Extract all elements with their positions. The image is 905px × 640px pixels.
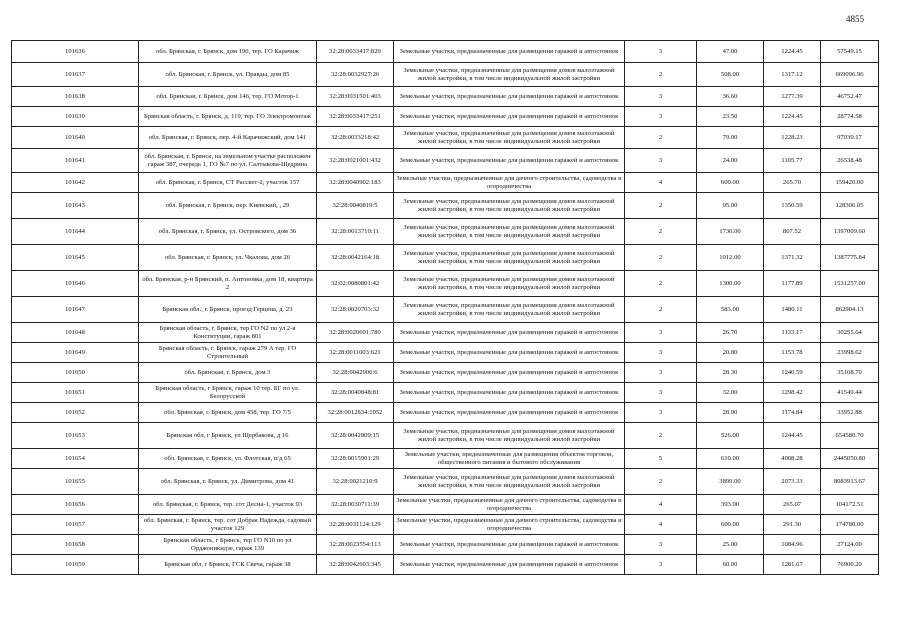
cadastral-number-cell: 32:28:0015901:29	[317, 449, 394, 469]
unit-value-cell: 1224.45	[764, 41, 821, 63]
unit-value-cell: 4008.28	[764, 449, 821, 469]
address-cell: обл. Брянская, г. Брянск, пер. Киевский, , 29	[139, 193, 317, 219]
table-row	[12, 363, 879, 383]
address-cell: Брянская область, г Брянск, тер ГО N10 по ул Орджоникидзе, гараж 139	[139, 535, 317, 555]
cadastral-number-cell: 32:28:0023554:113	[317, 535, 394, 555]
address-cell: Брянская область, г. Брянск, гараж 279 А тер. ГО Строительный	[139, 343, 317, 363]
cadastral-value-cell: 27124.00	[821, 535, 879, 555]
address-cell: Брянская область, г. Брянск, тер ГО N2 по ул 2-я Конституции, гараж 801	[139, 323, 317, 343]
row-id: 101643	[12, 193, 139, 219]
group-cell: 4	[625, 173, 697, 193]
unit-value-cell: 1244.45	[764, 423, 821, 449]
table-row	[12, 271, 879, 297]
unit-value-cell: 1350.59	[764, 193, 821, 219]
cadastral-value-cell: 174780.00	[821, 515, 879, 535]
usage-type-cell: Земельные участки, предназначенные для дачного строительства, садоводства и огородничества	[394, 173, 625, 193]
table-row	[12, 515, 879, 535]
usage-type-cell: Земельные участки, предназначенные для размещения объектов торговли, общественного питания и бытового обслуживания	[394, 449, 625, 469]
cadastral-value-cell: 128306.05	[821, 193, 879, 219]
table-row	[12, 173, 879, 193]
row-id: 101638	[12, 87, 139, 107]
unit-value-cell: 1224.45	[764, 107, 821, 127]
cadastral-value-cell: 46752.47	[821, 87, 879, 107]
group-cell: 2	[625, 297, 697, 323]
table-row	[12, 323, 879, 343]
row-id: 101657	[12, 515, 139, 535]
usage-type-cell: Земельные участки, предназначенные для размещения гаражей и автостоянок	[394, 363, 625, 383]
area-cell: 1730.00	[697, 219, 764, 245]
area-cell: 47.00	[697, 41, 764, 63]
cadastral-number-cell: 32:28:0030711:39	[317, 495, 394, 515]
unit-value-cell: 265.07	[764, 495, 821, 515]
unit-value-cell: 1174.84	[764, 403, 821, 423]
address-cell: обл. Брянская, г. Брянск, пер. 4-й Карачижский, дом 141	[139, 127, 317, 149]
row-id: 101645	[12, 245, 139, 271]
area-cell: 32.00	[697, 383, 764, 403]
area-cell: 23.50	[697, 107, 764, 127]
row-id: 101659	[12, 555, 139, 575]
unit-value-cell: 1105.77	[764, 149, 821, 173]
cadastral-value-cell: 76900.20	[821, 555, 879, 575]
group-cell: 3	[625, 323, 697, 343]
usage-type-cell: Земельные участки, предназначенные для размещения домов малоэтажной жилой застройки, в том числе индивидуальной жилой застройки	[394, 271, 625, 297]
cadastral-value-cell: 41549.44	[821, 383, 879, 403]
area-cell: 1012.00	[697, 245, 764, 271]
unit-value-cell: 291.30	[764, 515, 821, 535]
unit-value-cell: 1480.11	[764, 297, 821, 323]
area-cell: 25.00	[697, 535, 764, 555]
unit-value-cell: 1153.78	[764, 343, 821, 363]
group-cell: 2	[625, 423, 697, 449]
cadastral-number-cell: 32:28:0042809:15	[317, 423, 394, 449]
row-id: 101653	[12, 423, 139, 449]
cadastral-number-cell: 32:28:0031124:129	[317, 515, 394, 535]
table-row	[12, 423, 879, 449]
row-id: 101651	[12, 383, 139, 403]
group-cell: 4	[625, 515, 697, 535]
unit-value-cell: 1133.17	[764, 323, 821, 343]
unit-value-cell: 1240.59	[764, 363, 821, 383]
page-number: 4855	[846, 14, 864, 24]
table-row	[12, 383, 879, 403]
usage-type-cell: Земельные участки, предназначенные для размещения домов малоэтажной жилой застройки, в том числе индивидуальной жилой застройки	[394, 423, 625, 449]
cadastral-value-cell: 23998.62	[821, 343, 879, 363]
row-id: 101641	[12, 149, 139, 173]
table-row	[12, 41, 879, 63]
group-cell: 3	[625, 555, 697, 575]
table-row	[12, 555, 879, 575]
address-cell: обл. Брянская, г. Брянск, дом 458, тер. ГО 7/5	[139, 403, 317, 423]
cadastral-number-cell: 32:28:0013710:11	[317, 219, 394, 245]
cadastral-number-cell: 32:28:0033218:42	[317, 127, 394, 149]
cadastral-number-cell: 32:28:0040819:5	[317, 193, 394, 219]
address-cell: обл. Брянская, г. Брянск, ул. Чкалова, дом 26	[139, 245, 317, 271]
unit-value-cell: 1298.42	[764, 383, 821, 403]
group-cell: 5	[625, 449, 697, 469]
group-cell: 3	[625, 535, 697, 555]
group-cell: 4	[625, 495, 697, 515]
address-cell: Брянская область, г. Брянск, д. 119, тер. ГО Электромонтаж	[139, 107, 317, 127]
area-cell: 28.90	[697, 403, 764, 423]
area-cell: 610.00	[697, 449, 764, 469]
address-cell: обл. Брянская, г. Брянск, тер. сот Десна-1, участок 93	[139, 495, 317, 515]
group-cell: 3	[625, 383, 697, 403]
usage-type-cell: Земельные участки, предназначенные для размещения гаражей и автостоянок	[394, 323, 625, 343]
cadastral-value-cell: 1387775.84	[821, 245, 879, 271]
area-cell: 508.00	[697, 63, 764, 87]
table-row	[12, 149, 879, 173]
unit-value-cell: 1281.67	[764, 555, 821, 575]
address-cell: обл. Брянская, г. Брянск, дом 3	[139, 363, 317, 383]
row-id: 101647	[12, 297, 139, 323]
unit-value-cell: 1371.32	[764, 245, 821, 271]
usage-type-cell: Земельные участки, предназначенные для размещения гаражей и автостоянок	[394, 107, 625, 127]
table-row	[12, 127, 879, 149]
cadastral-value-cell: 1397009.60	[821, 219, 879, 245]
cadastral-number-cell: 32:28:0011003:621	[317, 343, 394, 363]
usage-type-cell: Земельные участки, предназначенные для размещения гаражей и автостоянок	[394, 343, 625, 363]
cadastral-number-cell: 32:28:0033417:820	[317, 41, 394, 63]
address-cell: Брянская обл, г Брянск, ГСК Свеча, гараж 38	[139, 555, 317, 575]
cadastral-value-cell: 1531257.00	[821, 271, 879, 297]
usage-type-cell: Земельные участки, предназначенные для размещения гаражей и автостоянок	[394, 149, 625, 173]
table-row	[12, 469, 879, 495]
table-row	[12, 449, 879, 469]
cadastral-number-cell: 32:28:0021210:9	[317, 469, 394, 495]
row-id: 101636	[12, 41, 139, 63]
usage-type-cell: Земельные участки, предназначенные для размещения домов малоэтажной жилой застройки, в том числе индивидуальной жилой застройки	[394, 127, 625, 149]
group-cell: 3	[625, 343, 697, 363]
address-cell: обл. Брянская, г. Брянск, ул. Правды, дом 85	[139, 63, 317, 87]
area-cell: 24.00	[697, 149, 764, 173]
usage-type-cell: Земельные участки, предназначенные для дачного строительства, садоводства и огородничества	[394, 515, 625, 535]
row-id: 101654	[12, 449, 139, 469]
land-registry-table	[11, 40, 879, 575]
table-row	[12, 193, 879, 219]
usage-type-cell: Земельные участки, предназначенные для размещения домов малоэтажной жилой застройки, в том числе индивидуальной жилой застройки	[394, 245, 625, 271]
area-cell: 79.00	[697, 127, 764, 149]
cadastral-value-cell: 8083913.67	[821, 469, 879, 495]
area-cell: 36.60	[697, 87, 764, 107]
table-row	[12, 87, 879, 107]
unit-value-cell: 1228.23	[764, 127, 821, 149]
address-cell: обл. Брянская, г. Брянск, тер. сот Добрая Надежда, садовый участок 129	[139, 515, 317, 535]
area-cell: 20.80	[697, 343, 764, 363]
cadastral-number-cell: 32:28:0042906:6	[317, 363, 394, 383]
usage-type-cell: Земельные участки, предназначенные для размещения гаражей и автостоянок	[394, 535, 625, 555]
address-cell: Брянская обл, г Брянск, ул Щербакова, д 16	[139, 423, 317, 449]
cadastral-number-cell: 32:28:0032927:26	[317, 63, 394, 87]
cadastral-number-cell: 32:28:0033417:251	[317, 107, 394, 127]
area-cell: 3899.00	[697, 469, 764, 495]
table-row	[12, 403, 879, 423]
group-cell: 3	[625, 363, 697, 383]
address-cell: обл. Брянская, г. Брянск, дом 190, тер. ГО Карачиж	[139, 41, 317, 63]
group-cell: 3	[625, 41, 697, 63]
unit-value-cell: 265.70	[764, 173, 821, 193]
usage-type-cell: Земельные участки, предназначенные для размещения домов малоэтажной жилой застройки, в том числе индивидуальной жилой застройки	[394, 297, 625, 323]
table-row	[12, 219, 879, 245]
usage-type-cell: Земельные участки, предназначенные для размещения домов малоэтажной жилой застройки, в том числе индивидуальной жилой застройки	[394, 193, 625, 219]
address-cell: обл. Брянская, г. Брянск, дом 146, тер. ГО Мотор-1	[139, 87, 317, 107]
usage-type-cell: Земельные участки, предназначенные для размещения гаражей и автостоянок	[394, 555, 625, 575]
cadastral-number-cell: 32:02:0080801:42	[317, 271, 394, 297]
group-cell: 2	[625, 469, 697, 495]
group-cell: 3	[625, 403, 697, 423]
row-id: 101649	[12, 343, 139, 363]
row-id: 101637	[12, 63, 139, 87]
table-row	[12, 495, 879, 515]
cadastral-value-cell: 30255.64	[821, 323, 879, 343]
area-cell: 393.00	[697, 495, 764, 515]
group-cell: 3	[625, 107, 697, 127]
group-cell: 2	[625, 271, 697, 297]
group-cell: 2	[625, 63, 697, 87]
unit-value-cell: 2073.33	[764, 469, 821, 495]
cadastral-value-cell: 35108.70	[821, 363, 879, 383]
row-id: 101648	[12, 323, 139, 343]
area-cell: 526.00	[697, 423, 764, 449]
cadastral-number-cell: 32:28:0042603:345	[317, 555, 394, 575]
cadastral-value-cell: 28774.58	[821, 107, 879, 127]
cadastral-number-cell: 32:28:0040902:183	[317, 173, 394, 193]
group-cell: 2	[625, 219, 697, 245]
usage-type-cell: Земельные участки, предназначенные для размещения домов малоэтажной жилой застройки, в том числе индивидуальной жилой застройки	[394, 469, 625, 495]
usage-type-cell: Земельные участки, предназначенные для размещения домов малоэтажной жилой застройки, в том числе индивидуальной жилой застройки	[394, 219, 625, 245]
row-id: 101658	[12, 535, 139, 555]
cadastral-value-cell: 104172.51	[821, 495, 879, 515]
usage-type-cell: Земельные участки, предназначенные для размещения гаражей и автостоянок	[394, 87, 625, 107]
area-cell: 95.00	[697, 193, 764, 219]
area-cell: 600.00	[697, 173, 764, 193]
group-cell: 2	[625, 193, 697, 219]
table-row	[12, 535, 879, 555]
address-cell: обл. Брянская, г. Брянск, ул. Флотская, п/д 65	[139, 449, 317, 469]
group-cell: 3	[625, 149, 697, 173]
row-id: 101639	[12, 107, 139, 127]
row-id: 101655	[12, 469, 139, 495]
cadastral-value-cell: 654580.70	[821, 423, 879, 449]
address-cell: Брянская обл., г. Брянск, проезд Герцена, д. 23	[139, 297, 317, 323]
cadastral-number-cell: 32:28:0042164:18	[317, 245, 394, 271]
cadastral-value-cell: 97030.17	[821, 127, 879, 149]
group-cell: 2	[625, 127, 697, 149]
row-id: 101644	[12, 219, 139, 245]
unit-value-cell: 1177.89	[764, 271, 821, 297]
unit-value-cell: 1277.39	[764, 87, 821, 107]
usage-type-cell: Земельные участки, предназначенные для размещения гаражей и автостоянок	[394, 403, 625, 423]
table-row	[12, 343, 879, 363]
table-row	[12, 63, 879, 87]
address-cell: обл. Брянская, р-н Брянский, п. Антоновка, дом 18, квартира 2	[139, 271, 317, 297]
area-cell: 1300.00	[697, 271, 764, 297]
table-row	[12, 107, 879, 127]
cadastral-value-cell: 57549.15	[821, 41, 879, 63]
cadastral-value-cell: 33952.88	[821, 403, 879, 423]
unit-value-cell: 1317.12	[764, 63, 821, 87]
cadastral-value-cell: 159420.00	[821, 173, 879, 193]
usage-type-cell: Земельные участки, предназначенные для размещения домов малоэтажной жилой застройки, в том числе индивидуальной жилой застройки	[394, 63, 625, 87]
cadastral-value-cell: 2445050.80	[821, 449, 879, 469]
cadastral-number-cell: 32:28:0031501:403	[317, 87, 394, 107]
area-cell: 600.00	[697, 515, 764, 535]
table-row	[12, 245, 879, 271]
unit-value-cell: 1084.96	[764, 535, 821, 555]
area-cell: 60.00	[697, 555, 764, 575]
group-cell: 3	[625, 87, 697, 107]
area-cell: 28.30	[697, 363, 764, 383]
group-cell: 2	[625, 245, 697, 271]
area-cell: 583.00	[697, 297, 764, 323]
cadastral-value-cell: 862904.13	[821, 297, 879, 323]
row-id: 101656	[12, 495, 139, 515]
address-cell: обл. Брянская, г. Брянск, на земельном участке расположен гараж 387, очередь 1, ГО №7 по ул. Салтыкова-Щедрина	[139, 149, 317, 173]
usage-type-cell: Земельные участки, предназначенные для размещения гаражей и автостоянок	[394, 41, 625, 63]
cadastral-number-cell: 32:28:0020703:32	[317, 297, 394, 323]
usage-type-cell: Земельные участки, предназначенные для размещения гаражей и автостоянок	[394, 383, 625, 403]
cadastral-number-cell: 32:28:0021001:432	[317, 149, 394, 173]
area-cell: 26.70	[697, 323, 764, 343]
address-cell: обл. Брянская, г. Брянск, ул. Димитрова, дом 41	[139, 469, 317, 495]
address-cell: обл. Брянская, г. Брянск, ул. Островского, дом 36	[139, 219, 317, 245]
row-id: 101646	[12, 271, 139, 297]
row-id: 101640	[12, 127, 139, 149]
address-cell: обл. Брянская, г. Брянск, СТ Рассвет-2, участок 157	[139, 173, 317, 193]
unit-value-cell: 807.52	[764, 219, 821, 245]
row-id: 101642	[12, 173, 139, 193]
usage-type-cell: Земельные участки, предназначенные для дачного строительства, садоводства и огородничества	[394, 495, 625, 515]
row-id: 101650	[12, 363, 139, 383]
cadastral-number-cell: 32:28:0020601:780	[317, 323, 394, 343]
cadastral-number-cell: 32:28:0012834:1052	[317, 403, 394, 423]
table-row	[12, 297, 879, 323]
row-id: 101652	[12, 403, 139, 423]
cadastral-number-cell: 32:28:0040848:81	[317, 383, 394, 403]
cadastral-value-cell: 26538.48	[821, 149, 879, 173]
address-cell: Брянская область, г Брянск, гараж 10 тер. БГ по ул. Белорусской	[139, 383, 317, 403]
cadastral-value-cell: 669096.96	[821, 63, 879, 87]
